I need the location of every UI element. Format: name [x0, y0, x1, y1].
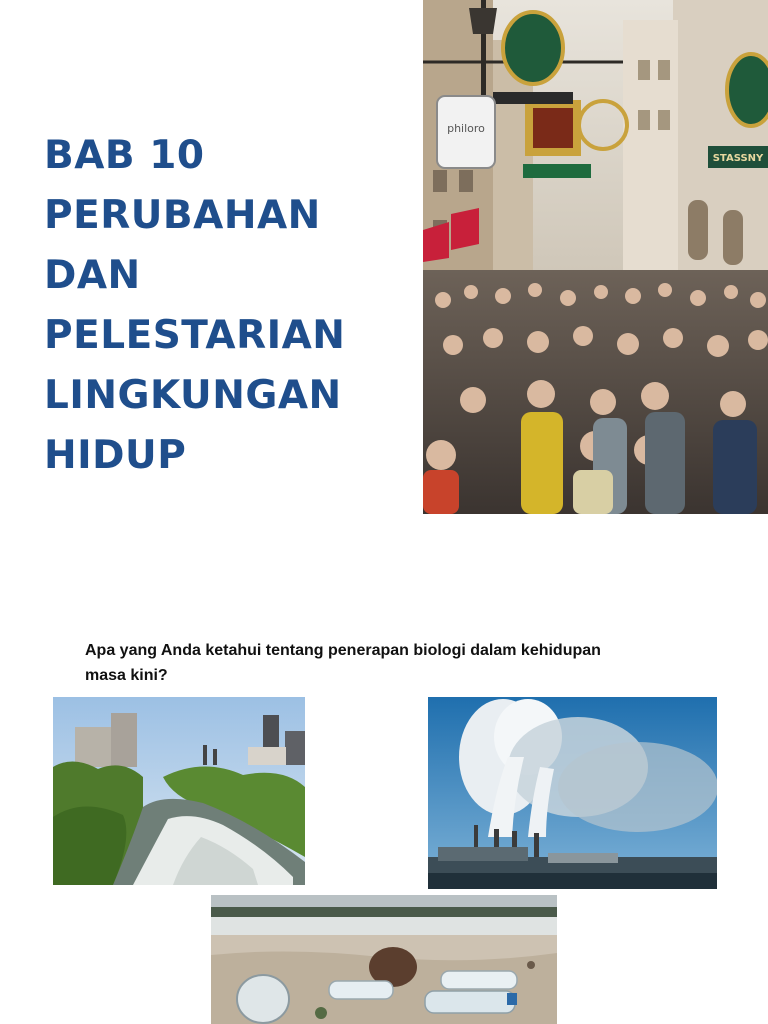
title-line-2: PERUBAHAN — [44, 193, 321, 238]
title-line-4: PELESTARIAN — [44, 313, 346, 358]
sign-philoro: philoro — [447, 122, 485, 135]
question-text: Apa yang Anda ketahui tentang penerapan biologi dalam kehidupan masa kini? — [85, 642, 601, 684]
crowded-street-photo — [423, 0, 768, 514]
factory-smoke-photo — [428, 697, 717, 889]
title-line-1: BAB 10 — [44, 133, 205, 178]
polluted-river-photo — [53, 697, 305, 885]
slide-question — [0, 514, 768, 1024]
title-line-5: LINGKUNGAN — [44, 373, 342, 418]
littered-beach-photo — [211, 895, 557, 1024]
sign-stassny: STASSNY — [712, 153, 764, 164]
title-line-6: HIDUP — [44, 433, 187, 478]
title-line-3: DAN — [44, 253, 141, 298]
chapter-title — [44, 126, 416, 486]
